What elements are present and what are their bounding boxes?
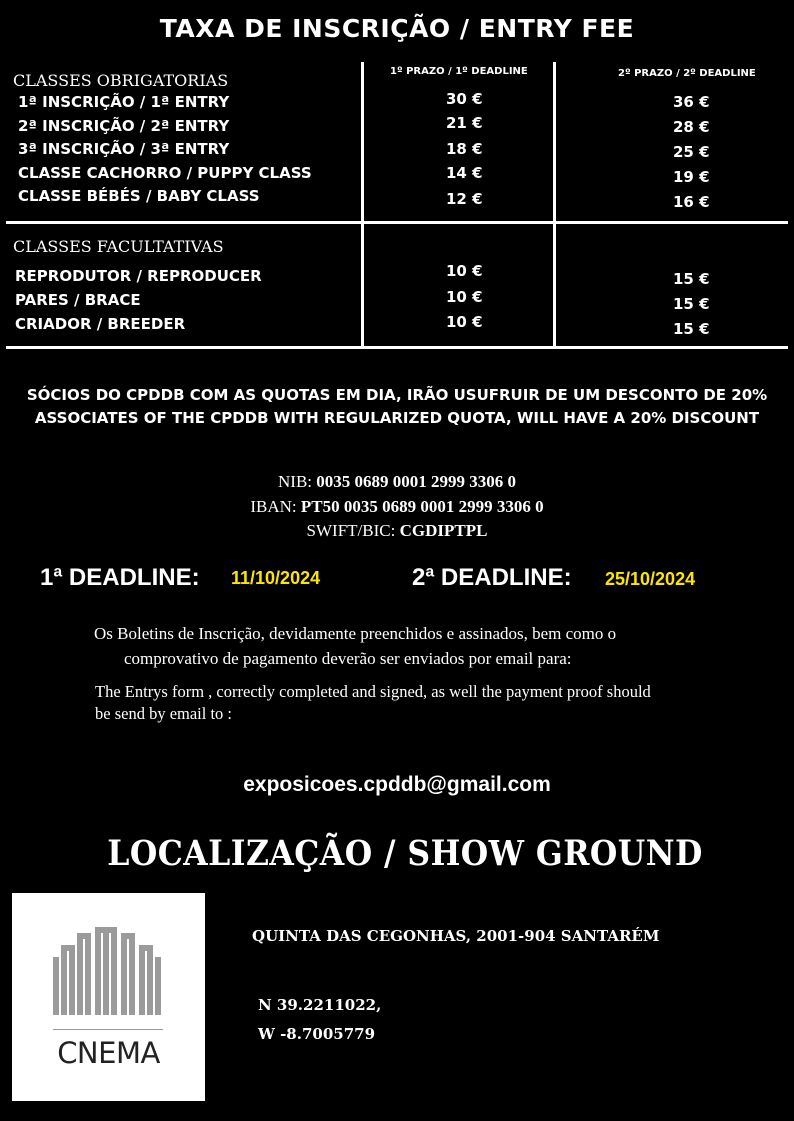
fee-second-deadline: 28 € xyxy=(673,118,710,136)
iban-line xyxy=(0,497,794,517)
nib-value: 0035 0689 0001 2999 3306 0 xyxy=(316,472,516,491)
cnema-building-icon xyxy=(12,893,205,1033)
nib-line xyxy=(0,472,794,492)
instructions-en-line-2: be send by email to : xyxy=(95,704,233,723)
fee-second-deadline: 25 € xyxy=(673,143,710,161)
iban-label: IBAN: xyxy=(250,497,301,516)
fee-row-label: REPRODUTOR / REPRODUCER xyxy=(15,267,262,285)
location-latitude: N 39.2211022, xyxy=(258,996,382,1014)
fee-row-label: CLASSE BÉBÉS / BABY CLASS xyxy=(18,187,260,205)
cnema-logo xyxy=(12,893,205,1101)
building-icon-columns xyxy=(53,927,161,1015)
fee-first-deadline: 30 € xyxy=(446,90,483,108)
table-divider-horizontal-1 xyxy=(6,221,788,224)
iban-value: PT50 0035 0689 0001 2999 3306 0 xyxy=(300,497,544,516)
location-longitude: W -8.7005779 xyxy=(258,1025,376,1043)
fee-row-label: CRIADOR / BREEDER xyxy=(15,315,186,333)
logo-divider xyxy=(53,1029,163,1030)
discount-note-pt: SÓCIOS DO CPDDB COM AS QUOTAS EM DIA, IRÃO USUFRUIR DE UM DESCONTO DE 20% xyxy=(26,386,768,404)
fee-row-label: CLASSE CACHORRO / PUPPY CLASS xyxy=(18,164,312,182)
contact-email[interactable]: exposicoes.cpddb@gmail.com xyxy=(243,773,551,796)
optional-classes-label: CLASSES FACULTATIVAS xyxy=(13,237,224,256)
first-deadline-column-header: 1º PRAZO / 1º DEADLINE xyxy=(390,66,528,77)
instructions-pt-line-1: Os Boletins de Inscrição, devidamente preenchidos e assinados, bem como o xyxy=(94,624,617,643)
fee-row-label: 1ª INSCRIÇÃO / 1ª ENTRY xyxy=(18,93,230,111)
location-title: LOCALIZAÇÃO / SHOW GROUND xyxy=(107,833,703,874)
first-deadline-date: 11/10/2024 xyxy=(231,568,321,588)
location-address: QUINTA DAS CEGONHAS, 2001-904 SANTARÉM xyxy=(252,927,660,945)
fee-first-deadline: 10 € xyxy=(446,262,483,280)
fee-row-label: PARES / BRACE xyxy=(15,291,141,309)
fee-first-deadline: 21 € xyxy=(446,114,483,132)
fee-second-deadline: 19 € xyxy=(673,168,710,186)
fee-row-label: 3ª INSCRIÇÃO / 3ª ENTRY xyxy=(18,140,230,158)
swift-label: SWIFT/BIC: xyxy=(306,521,400,540)
fee-second-deadline: 15 € xyxy=(673,295,710,313)
fee-second-deadline: 36 € xyxy=(673,93,710,111)
instructions-en-line-1: The Entrys form , correctly completed and signed, as well the payment proof should xyxy=(95,682,651,701)
mandatory-classes-label: CLASSES OBRIGATORIAS xyxy=(13,71,229,90)
swift-line xyxy=(0,521,794,541)
fee-row-label: 2ª INSCRIÇÃO / 2ª ENTRY xyxy=(18,117,230,135)
discount-note-en: ASSOCIATES OF THE CPDDB WITH REGULARIZED QUOTA, WILL HAVE A 20% DISCOUNT xyxy=(34,409,760,427)
page-title: TAXA DE INSCRIÇÃO / ENTRY FEE xyxy=(159,14,635,43)
instructions-pt-line-2: comprovativo de pagamento deverão ser enviados por email para: xyxy=(124,649,572,668)
second-deadline-label: 2ª DEADLINE: xyxy=(412,564,572,591)
swift-value: CGDIPTPL xyxy=(399,521,488,540)
fee-second-deadline: 15 € xyxy=(673,270,710,288)
fee-first-deadline: 10 € xyxy=(446,288,483,306)
logo-text: CNEMA xyxy=(57,1036,160,1070)
second-deadline-column-header: 2º PRAZO / 2º DEADLINE xyxy=(618,68,756,79)
fee-first-deadline: 10 € xyxy=(446,313,483,331)
fee-second-deadline: 16 € xyxy=(673,193,710,211)
fee-first-deadline: 14 € xyxy=(446,164,483,182)
table-divider-vertical-1 xyxy=(361,62,364,347)
nib-label: NIB: xyxy=(278,472,317,491)
table-divider-vertical-2 xyxy=(553,62,556,347)
fee-first-deadline: 12 € xyxy=(446,190,483,208)
table-divider-horizontal-2 xyxy=(6,346,788,349)
second-deadline-date: 25/10/2024 xyxy=(605,569,696,589)
first-deadline-label: 1ª DEADLINE: xyxy=(40,564,200,591)
fee-first-deadline: 18 € xyxy=(446,140,483,158)
fee-second-deadline: 15 € xyxy=(673,320,710,338)
